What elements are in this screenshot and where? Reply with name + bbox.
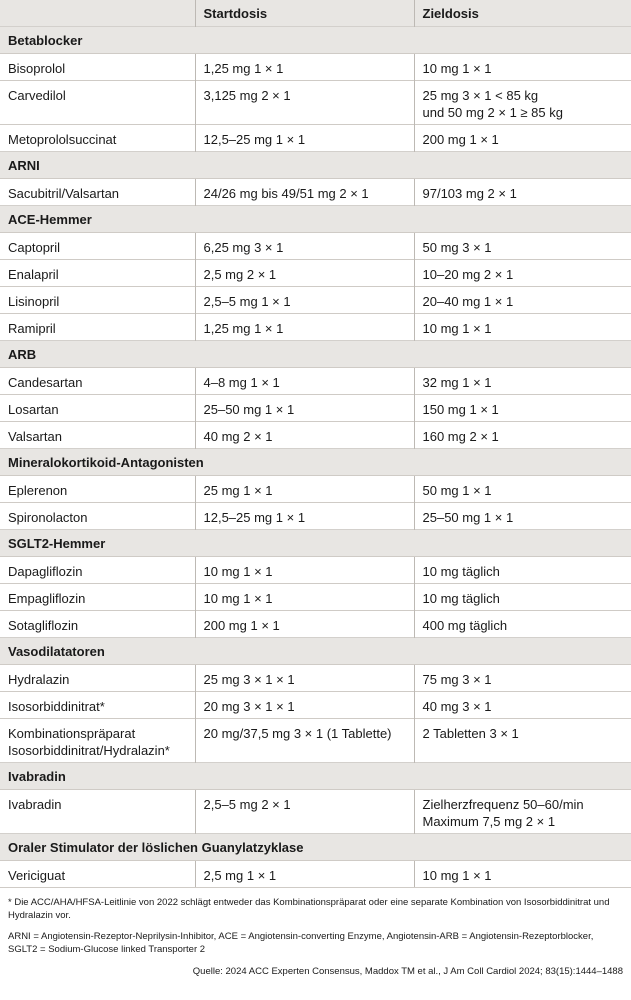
table-row: [0, 584, 631, 611]
target-dose-cell: [414, 476, 631, 503]
start-dose-cell: [195, 125, 414, 152]
section-title: Vasodilatatoren: [0, 638, 631, 665]
section-row: [0, 638, 631, 665]
target-dose-cell-text: Zielherzfrequenz 50–60/min: [422, 797, 584, 812]
start-dose-cell: [195, 260, 414, 287]
target-dose-cell-text: 150 mg 1 × 1: [422, 402, 499, 417]
start-dose-cell: [195, 314, 414, 341]
drug-cell-text: Bisoprolol: [8, 61, 66, 76]
drug-cell: [0, 790, 195, 834]
section-row: [0, 834, 631, 861]
abbreviations: ARNI = Angiotensin-Rezeptor-Neprilysin-Inhibitor, ACE = Angiotensin-converting Enzyme, Angiotensin-ARB = Angiotensin-Rezeptorblocker, SGLT2 = Sodium-Glucose linked Transporter 2: [8, 931, 594, 955]
table-row: [0, 611, 631, 638]
drug-cell: [0, 368, 195, 395]
table-row: [0, 861, 631, 888]
section-title: Mineralokortikoid-Antagonisten: [0, 449, 631, 476]
target-dose-cell-text: 50 mg 3 × 1: [422, 240, 492, 255]
drug-cell-text: Hydralazin: [8, 672, 70, 687]
target-dose-cell-text: 200 mg 1 × 1: [422, 132, 499, 147]
target-dose-cell-text: 10 mg 1 × 1: [422, 321, 492, 336]
table-row: [0, 557, 631, 584]
start-dose-cell-text: 20 mg 3 × 1 × 1: [203, 699, 295, 714]
start-dose-cell-text: 1,25 mg 1 × 1: [203, 61, 284, 76]
table-row: [0, 125, 631, 152]
section-title: Oraler Stimulator der löslichen Guanylatzyklase: [0, 834, 631, 861]
table-row: [0, 665, 631, 692]
target-dose-cell-text: 50 mg 1 × 1: [422, 483, 492, 498]
target-dose-cell-text: 10 mg täglich: [422, 564, 500, 579]
table-row: [0, 179, 631, 206]
target-dose-cell: [414, 81, 631, 125]
drug-cell: [0, 260, 195, 287]
drug-cell: [0, 557, 195, 584]
table-row: [0, 422, 631, 449]
section-title: ARB: [0, 341, 631, 368]
drug-cell: [0, 314, 195, 341]
target-dose-cell: [414, 395, 631, 422]
section-row: [0, 206, 631, 233]
start-dose-cell-text: 24/26 mg bis 49/51 mg 2 × 1: [203, 186, 369, 201]
table-row: [0, 287, 631, 314]
start-dose-cell-text: 2,5 mg 1 × 1: [203, 868, 277, 883]
start-dose-cell-text: 12,5–25 mg 1 × 1: [203, 132, 306, 147]
table-row: [0, 260, 631, 287]
start-dose-cell-text: 25 mg 1 × 1: [203, 483, 273, 498]
start-dose-cell-text: 4–8 mg 1 × 1: [203, 375, 280, 390]
drug-cell-text: Dapagliflozin: [8, 564, 83, 579]
drug-cell-text: Vericiguat: [8, 868, 66, 883]
start-dose-cell-text: 1,25 mg 1 × 1: [203, 321, 284, 336]
start-dose-cell: [195, 287, 414, 314]
drug-cell-text: Candesartan: [8, 375, 83, 390]
target-dose-cell: [414, 692, 631, 719]
table-row: [0, 233, 631, 260]
table-row: [0, 503, 631, 530]
target-dose-cell-text: 10 mg täglich: [422, 591, 500, 606]
drug-cell: [0, 665, 195, 692]
drug-cell: [0, 584, 195, 611]
drug-cell-text: Spironolacton: [8, 510, 88, 525]
drug-cell: [0, 233, 195, 260]
drug-cell-text: Eplerenon: [8, 483, 68, 498]
target-dose-cell: [414, 260, 631, 287]
section-row: [0, 530, 631, 557]
header-target-dose: Zieldosis: [414, 0, 631, 27]
start-dose-cell-text: 6,25 mg 3 × 1: [203, 240, 284, 255]
drug-cell-text: Enalapril: [8, 267, 59, 282]
section-title: ARNI: [0, 152, 631, 179]
table-header: [0, 0, 631, 27]
target-dose-cell: [414, 314, 631, 341]
table-row: [0, 395, 631, 422]
target-dose-cell: [414, 422, 631, 449]
target-dose-cell: [414, 54, 631, 81]
drug-cell-text: Kombinationspräparat: [8, 726, 136, 741]
drug-cell-text: Empagliflozin: [8, 591, 86, 606]
drug-cell-text-line2: Isosorbiddinitrat/Hydralazin*: [8, 743, 170, 758]
drug-cell-text: Carvedilol: [8, 88, 66, 103]
start-dose-cell: [195, 692, 414, 719]
drug-cell: [0, 287, 195, 314]
start-dose-cell-text: 25 mg 3 × 1 × 1: [203, 672, 295, 687]
target-dose-cell-text-line2: und 50 mg 2 × 1 ≥ 85 kg: [422, 105, 563, 120]
target-dose-cell: [414, 665, 631, 692]
target-dose-cell-text: 400 mg täglich: [422, 618, 508, 633]
target-dose-cell-text: 32 mg 1 × 1: [422, 375, 492, 390]
target-dose-cell: [414, 790, 631, 834]
drug-cell: [0, 719, 195, 763]
target-dose-cell-text: 75 mg 3 × 1: [422, 672, 492, 687]
section-row: [0, 341, 631, 368]
header-start-dose: Startdosis: [195, 0, 414, 27]
drug-cell: [0, 861, 195, 888]
target-dose-cell: [414, 611, 631, 638]
start-dose-cell: [195, 368, 414, 395]
header-drug: [0, 0, 195, 27]
section-title: SGLT2-Hemmer: [0, 530, 631, 557]
drug-cell-text: Isosorbiddinitrat*: [8, 699, 105, 714]
target-dose-cell: [414, 233, 631, 260]
target-dose-cell-text: 10 mg 1 × 1: [422, 61, 492, 76]
drug-cell-text: Captopril: [8, 240, 61, 255]
section-row: [0, 27, 631, 54]
start-dose-cell: [195, 790, 414, 834]
start-dose-cell: [195, 81, 414, 125]
start-dose-cell: [195, 179, 414, 206]
target-dose-cell: [414, 125, 631, 152]
table-row: [0, 314, 631, 341]
start-dose-cell: [195, 719, 414, 763]
section-title: Ivabradin: [0, 763, 631, 790]
section-row: [0, 152, 631, 179]
section-title: Betablocker: [0, 27, 631, 54]
start-dose-cell-text: 40 mg 2 × 1: [203, 429, 273, 444]
target-dose-cell: [414, 584, 631, 611]
start-dose-cell-text: 2,5–5 mg 1 × 1: [203, 294, 291, 309]
start-dose-cell: [195, 233, 414, 260]
drug-cell-text: Sacubitril/Valsartan: [8, 186, 120, 201]
target-dose-cell: [414, 719, 631, 763]
target-dose-cell-text: 10 mg 1 × 1: [422, 868, 492, 883]
section-row: [0, 763, 631, 790]
target-dose-cell: [414, 503, 631, 530]
target-dose-cell: [414, 179, 631, 206]
start-dose-cell-text: 12,5–25 mg 1 × 1: [203, 510, 306, 525]
table-row: [0, 719, 631, 763]
start-dose-cell-text: 25–50 mg 1 × 1: [203, 402, 295, 417]
drug-cell: [0, 125, 195, 152]
target-dose-cell: [414, 287, 631, 314]
drug-cell: [0, 422, 195, 449]
start-dose-cell: [195, 611, 414, 638]
table-row: [0, 54, 631, 81]
start-dose-cell: [195, 503, 414, 530]
table-row: [0, 692, 631, 719]
start-dose-cell-text: 2,5–5 mg 2 × 1: [203, 797, 291, 812]
start-dose-cell-text: 10 mg 1 × 1: [203, 564, 273, 579]
drug-cell-text: Ivabradin: [8, 797, 62, 812]
target-dose-cell: [414, 557, 631, 584]
start-dose-cell-text: 2,5 mg 2 × 1: [203, 267, 277, 282]
start-dose-cell-text: 200 mg 1 × 1: [203, 618, 280, 633]
target-dose-cell-text: 2 Tabletten 3 × 1: [422, 726, 519, 741]
section-title: ACE-Hemmer: [0, 206, 631, 233]
drug-cell-text: Losartan: [8, 402, 59, 417]
start-dose-cell: [195, 584, 414, 611]
drug-cell-text: Ramipril: [8, 321, 56, 336]
footnote: * Die ACC/AHA/HFSA-Leitlinie von 2022 schlägt entweder das Kombinationspräparat oder eine separate Kombination von Isosorbiddinitrat und Hydralazin vor.: [8, 897, 610, 921]
drug-cell-text: Lisinopril: [8, 294, 60, 309]
target-dose-cell-text: 40 mg 3 × 1: [422, 699, 492, 714]
start-dose-cell-text: 10 mg 1 × 1: [203, 591, 273, 606]
target-dose-cell-text: 25–50 mg 1 × 1: [422, 510, 514, 525]
drug-cell: [0, 692, 195, 719]
start-dose-cell: [195, 861, 414, 888]
target-dose-cell-text: 20–40 mg 1 × 1: [422, 294, 514, 309]
start-dose-cell-text: 3,125 mg 2 × 1: [203, 88, 291, 103]
table-row: [0, 368, 631, 395]
start-dose-cell: [195, 476, 414, 503]
target-dose-cell: [414, 368, 631, 395]
drug-cell-text: Sotagliflozin: [8, 618, 79, 633]
drug-cell: [0, 81, 195, 125]
drug-cell: [0, 395, 195, 422]
drug-cell: [0, 54, 195, 81]
drug-cell: [0, 611, 195, 638]
start-dose-cell-text: 20 mg/37,5 mg 3 × 1 (1 Tablette): [203, 726, 392, 741]
notes: [0, 896, 631, 978]
drug-cell: [0, 503, 195, 530]
table-body: [0, 27, 631, 888]
drug-cell: [0, 476, 195, 503]
start-dose-cell: [195, 557, 414, 584]
drug-cell: [0, 179, 195, 206]
target-dose-cell-text: 25 mg 3 × 1 < 85 kg: [422, 88, 539, 103]
target-dose-cell-text-line2: Maximum 7,5 mg 2 × 1: [422, 814, 556, 829]
start-dose-cell: [195, 422, 414, 449]
source-citation: Quelle: 2024 ACC Experten Consensus, Maddox TM et al., J Am Coll Cardiol 2024; 83(15):1444–1488: [192, 966, 623, 977]
target-dose-cell-text: 160 mg 2 × 1: [422, 429, 499, 444]
table-row: [0, 790, 631, 834]
table-row: [0, 81, 631, 125]
table-row: [0, 476, 631, 503]
drug-cell-text: Valsartan: [8, 429, 62, 444]
start-dose-cell: [195, 665, 414, 692]
section-row: [0, 449, 631, 476]
drug-cell-text: Metoprololsuccinat: [8, 132, 117, 147]
target-dose-cell: [414, 861, 631, 888]
target-dose-cell-text: 97/103 mg 2 × 1: [422, 186, 517, 201]
start-dose-cell: [195, 54, 414, 81]
start-dose-cell: [195, 395, 414, 422]
target-dose-cell-text: 10–20 mg 2 × 1: [422, 267, 514, 282]
